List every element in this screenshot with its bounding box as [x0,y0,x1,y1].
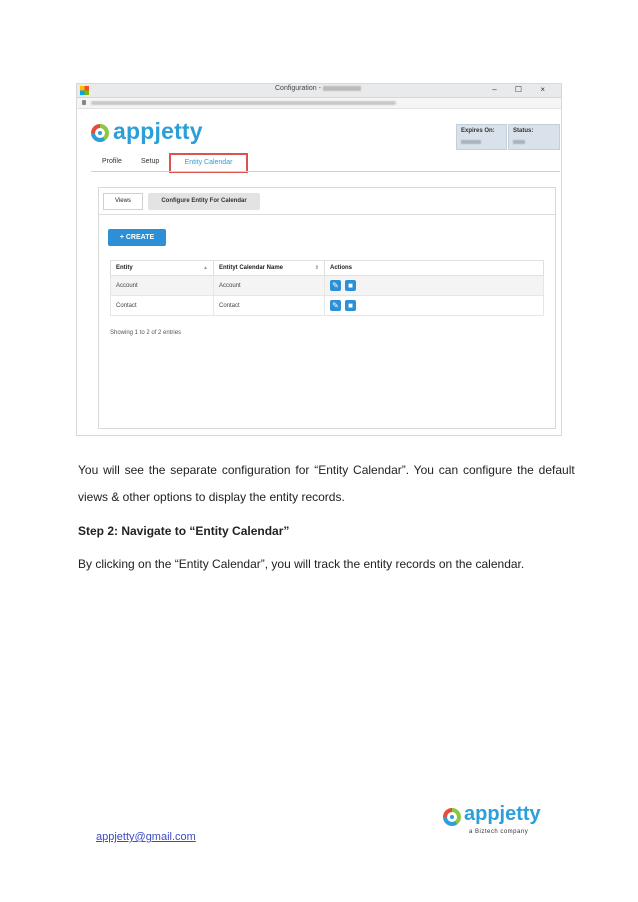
create-button[interactable]: + CREATE [108,229,166,246]
entries-info: Showing 1 to 2 of 2 entries [110,330,182,336]
tab-entity-calendar[interactable]: Entity Calendar [169,153,248,173]
subtab-views[interactable]: Views [103,193,143,210]
entity-calendar-panel [98,187,556,429]
tab-setup[interactable]: Setup [141,158,160,165]
email-link[interactable]: appjetty@gmail.com [96,831,196,843]
tabs-divider [91,171,560,172]
window-controls[interactable]: – ☐ × [492,85,553,94]
paragraph-line-2: views & other options to display the entity records. [78,490,345,504]
table-row [111,296,544,316]
windows-logo-icon [80,86,89,95]
entity-table [110,260,544,316]
cell-actions [325,296,544,316]
lock-icon [82,100,86,105]
footer-tagline: a Biztech company [469,829,529,835]
window-title: Configuration - [275,85,321,92]
status-label: Status: [513,128,534,134]
step-heading: Step 2: Navigate to “Entity Calendar” [78,524,290,538]
tab-profile[interactable]: Profile [102,158,122,165]
expires-on-box [456,124,507,150]
cell-entity: Contact [111,296,214,316]
table-row [111,276,544,296]
browser-titlebar [77,84,561,98]
subtab-configure-entity[interactable]: Configure Entity For Calendar [148,193,260,210]
cell-calendar-name: Account [214,276,325,296]
trash-icon[interactable]: ■ [345,300,356,311]
cell-calendar-name: Contact [214,296,325,316]
footer-logo-text: appjetty [464,803,541,825]
edit-icon[interactable]: ✎ [330,280,341,291]
blurred-url [91,101,396,105]
column-header-calendar-name[interactable]: Entityt Calendar Name ⇕ [214,261,325,276]
sort-icon: ⇕ [314,265,319,271]
status-box [508,124,560,150]
trash-icon[interactable]: ■ [345,280,356,291]
cell-entity: Account [111,276,214,296]
cell-actions [325,276,544,296]
edit-icon[interactable]: ✎ [330,300,341,311]
column-header-entity[interactable]: Entity ▲ [111,261,214,276]
sort-asc-icon: ▲ [203,265,208,271]
paragraph-line-1: You will see the separate configuration for “Entity Calendar”. You can configure the default [78,463,575,477]
expires-label: Expires On: [461,128,495,134]
blurred-title [323,86,361,91]
paragraph-2: By clicking on the “Entity Calendar”, you will track the entity records on the calendar. [78,557,525,571]
column-header-actions: Actions [325,261,544,276]
address-bar[interactable] [77,98,561,109]
logo-text: appjetty [113,118,203,144]
embedded-screenshot [76,83,562,436]
